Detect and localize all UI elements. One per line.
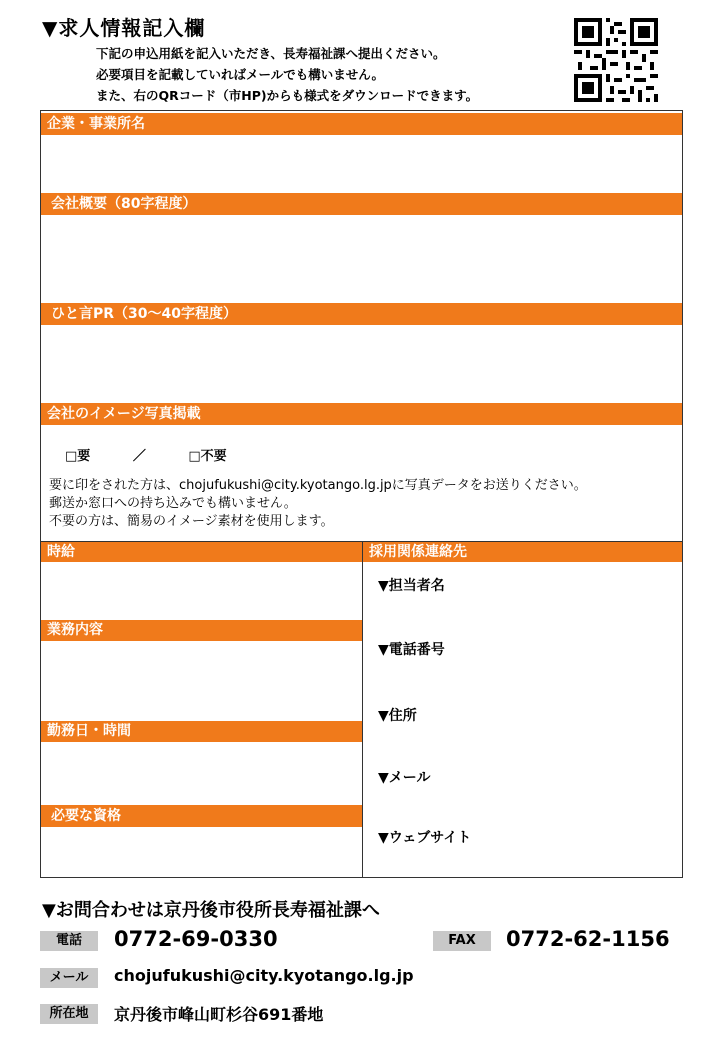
fax-number[interactable]: 0772-62-1156: [506, 927, 670, 951]
contact-email-label[interactable]: ▼メール: [378, 770, 431, 786]
intro-line-1: 下記の申込用紙を記入いただき、長寿福祉課へ提出ください。: [96, 46, 446, 61]
intro-line-3: また、右のQRコード（市HP)からも様式をダウンロードできます。: [96, 88, 479, 103]
field-work-days: 勤務日・時間: [41, 721, 363, 742]
section-pr: ひと言PR（30～40字程度）: [41, 303, 682, 325]
field-hourly-wage: 時給: [41, 542, 363, 562]
qr-code-icon[interactable]: [574, 18, 658, 102]
company-overview-field[interactable]: [41, 215, 682, 299]
pr-field[interactable]: [41, 325, 682, 401]
field-job-content: 業務内容: [41, 620, 363, 641]
contact-phone-label[interactable]: ▼電話番号: [378, 642, 445, 658]
column-divider: [362, 542, 363, 878]
contact-header: 採用関係連絡先: [363, 542, 682, 562]
job-form: [40, 110, 683, 878]
field-qualifications: 必要な資格: [41, 805, 363, 827]
office-address: 京丹後市峰山町杉谷691番地: [114, 1005, 324, 1024]
photo-separator: ／: [132, 449, 146, 464]
section-photo: 会社のイメージ写真掲載: [41, 403, 682, 425]
contact-address-label[interactable]: ▼住所: [378, 708, 417, 724]
intro-line-2: 必要項目を記載していればメールでも構いません。: [96, 67, 385, 82]
photo-note-2: 郵送か窓口への持ち込みでも構いません。: [49, 496, 297, 511]
contact-website-label[interactable]: ▼ウェブサイト: [378, 830, 472, 846]
email-tag: メール: [40, 968, 98, 988]
photo-note-1: 要に印をされた方は、chojufukushi@city.kyotango.lg.jpに写真データをお送りください。: [49, 478, 587, 493]
email-address[interactable]: chojufukushi@city.kyotango.lg.jp: [114, 966, 414, 985]
section-company-name: 企業・事業所名: [41, 113, 682, 135]
phone-number[interactable]: 0772-69-0330: [114, 927, 278, 951]
fax-tag: FAX: [433, 931, 491, 951]
work-days-field[interactable]: [41, 742, 362, 805]
job-content-field[interactable]: [41, 641, 362, 721]
section-company-overview: 会社概要（80字程度）: [41, 193, 682, 215]
photo-note-3: 不要の方は、簡易のイメージ素材を使用します。: [49, 514, 334, 529]
photo-not-required-checkbox[interactable]: □不要: [188, 449, 227, 464]
company-name-field[interactable]: [41, 135, 682, 189]
page-title: ▼求人情報記入欄: [42, 16, 206, 40]
phone-tag: 電話: [40, 931, 98, 951]
inquiry-title: ▼お問合わせは京丹後市役所長寿福祉課へ: [42, 900, 380, 921]
hourly-wage-field[interactable]: [41, 562, 362, 620]
address-tag: 所在地: [40, 1004, 98, 1024]
contact-person-label[interactable]: ▼担当者名: [378, 578, 445, 594]
qualifications-field[interactable]: [41, 827, 362, 877]
photo-options: [65, 445, 227, 464]
photo-required-checkbox[interactable]: □要: [65, 449, 91, 464]
